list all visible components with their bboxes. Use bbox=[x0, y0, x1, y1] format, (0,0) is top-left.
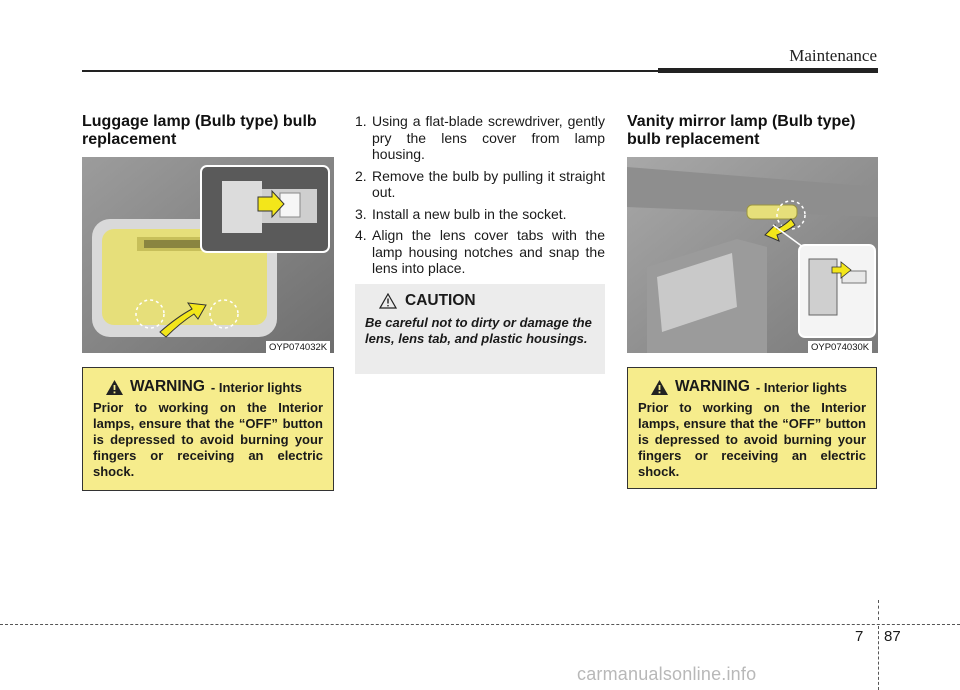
luggage-lamp-heading bbox=[82, 113, 334, 149]
warning-sublabel: - Interior lights bbox=[755, 379, 847, 395]
luggage-lamp-photo bbox=[82, 157, 334, 353]
header-rule-accent bbox=[658, 68, 878, 73]
warning-label: WARNING bbox=[675, 378, 750, 395]
warning-header bbox=[105, 378, 333, 396]
caution-text: Be careful not to dirty or damage the lens, lens tab, and plastic housings. bbox=[365, 315, 592, 346]
step-text: Align the lens cover tabs with the lamp housing notches and snap the lens into place. bbox=[372, 227, 605, 276]
footer-rule bbox=[0, 624, 960, 625]
heading-line-2: bulb replacement bbox=[627, 131, 760, 148]
step-item bbox=[355, 227, 605, 277]
heading-line-1: Vanity mirror lamp (Bulb type) bbox=[627, 113, 856, 130]
step-number: 4. bbox=[355, 227, 367, 243]
warning-icon bbox=[105, 379, 124, 396]
warning-text: Prior to working on the Interior lamps, ensure that the “OFF” button is depressed to avoid burning your fingers or receiving an electric shock. bbox=[638, 400, 866, 479]
photo-code-luggage: OYP074032K bbox=[266, 341, 330, 354]
heading-line-1: Luggage lamp (Bulb type) bulb bbox=[82, 113, 317, 130]
step-number: 2. bbox=[355, 167, 367, 184]
vanity-lamp-heading bbox=[627, 113, 879, 149]
photo-code-vanity: OYP074030K bbox=[808, 341, 872, 354]
watermark: carmanualsonline.info bbox=[577, 664, 757, 684]
caution-box bbox=[355, 284, 605, 374]
heading-line-2: replacement bbox=[82, 131, 177, 148]
step-number: 1. bbox=[355, 113, 367, 129]
footer-divider-upper bbox=[878, 600, 879, 620]
caution-label: CAUTION bbox=[405, 292, 476, 309]
step-item bbox=[355, 113, 605, 163]
warning-box-right bbox=[627, 367, 877, 489]
step-list-container bbox=[355, 113, 605, 282]
step-text: Install a new bulb in the socket. bbox=[372, 205, 567, 222]
warning-text: Prior to working on the Interior lamps, ensure that the “OFF” button is depressed to avoid burning your fingers or receiving an electric shock. bbox=[93, 400, 323, 479]
section-number: 7 bbox=[855, 628, 864, 645]
warning-box-left bbox=[82, 367, 334, 491]
step-text: Using a flat-blade screwdriver, gently pry the lens cover from lamp housing. bbox=[372, 113, 605, 162]
caution-icon bbox=[379, 293, 397, 309]
section-title: Maintenance bbox=[789, 46, 877, 65]
warning-sublabel: - Interior lights bbox=[210, 379, 302, 395]
vanity-lamp-photo bbox=[627, 157, 878, 353]
warning-icon bbox=[650, 379, 669, 396]
step-number: 3. bbox=[355, 205, 367, 222]
step-list bbox=[355, 113, 605, 277]
step-item bbox=[355, 206, 605, 223]
warning-label: WARNING bbox=[130, 378, 205, 395]
step-text: Remove the bulb by pulling it straight out. bbox=[372, 167, 605, 200]
page-number: 87 bbox=[884, 628, 901, 645]
warning-header bbox=[650, 378, 876, 396]
caution-header bbox=[379, 292, 595, 310]
footer-divider-lower bbox=[878, 626, 879, 690]
step-item bbox=[355, 168, 605, 201]
